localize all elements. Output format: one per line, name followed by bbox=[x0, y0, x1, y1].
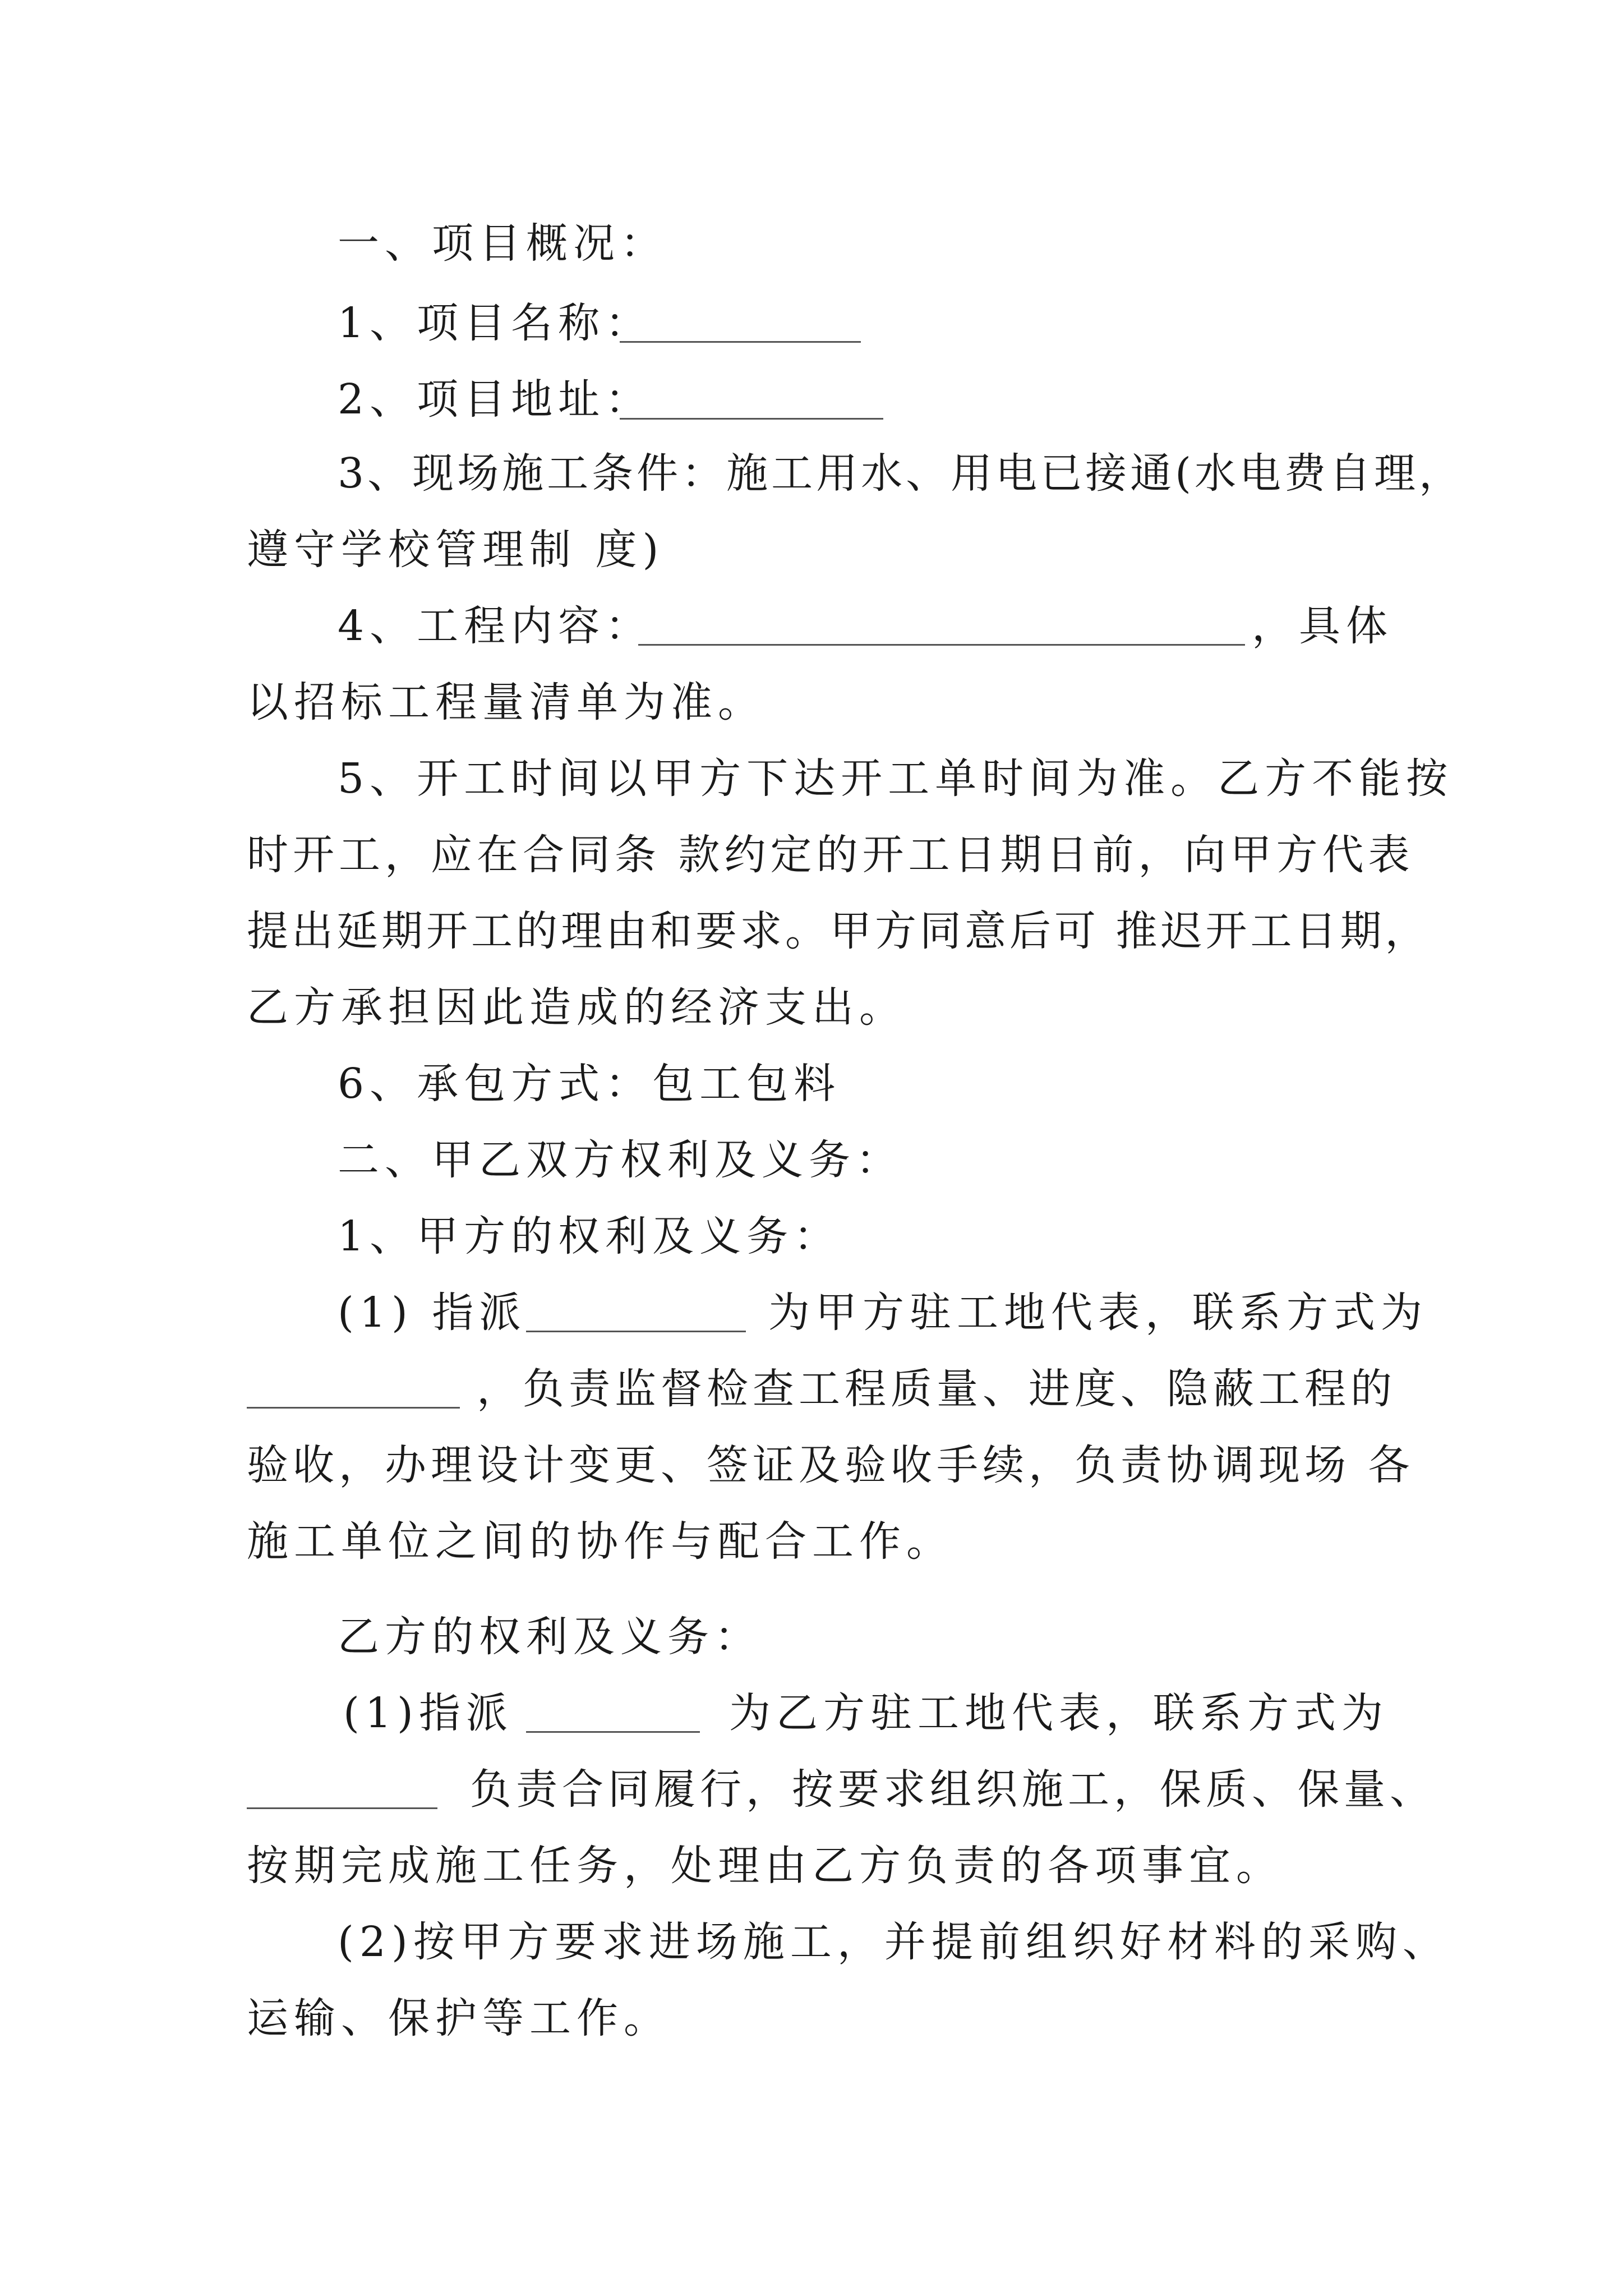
start-time-line-2: 时开工，应在合同条 款约定的开工日期日前，向甲方代表 bbox=[247, 831, 1414, 879]
party-b-item-1-prefix: (1)指派 bbox=[343, 1689, 513, 1737]
party-a-contact-blank bbox=[247, 1407, 460, 1409]
party-a-item-1-line-3: 验收，办理设计变更、签证及验收手续，负责协调现场 各 bbox=[247, 1441, 1414, 1489]
party-a-representative-blank bbox=[526, 1331, 746, 1332]
party-a-item-1-suffix: 为甲方驻工地代表，联系方式为 bbox=[768, 1289, 1428, 1337]
project-name-blank bbox=[620, 341, 861, 343]
party-b-item-1-line-3: 按期完成施工任务，处理由乙方负责的各项事宜。 bbox=[247, 1842, 1283, 1890]
project-address-label: 2、项目地址： bbox=[338, 375, 653, 424]
start-time-line-3: 提出延期开工的理由和要求。甲方同意后可 推迟开工日期， bbox=[247, 907, 1430, 955]
party-b-contact-blank bbox=[247, 1807, 437, 1809]
party-a-item-1-prefix: (1) 指派 bbox=[338, 1289, 527, 1337]
work-content-label: 4、工程内容： bbox=[338, 602, 653, 650]
party-a-item-1-line-2: ，负责监督检查工程质量、进度、隐蔽工程的 bbox=[477, 1365, 1396, 1413]
contract-mode: 6、承包方式：包工包料 bbox=[338, 1060, 841, 1108]
party-a-item-1-line-4: 施工单位之间的协作与配合工作。 bbox=[247, 1517, 953, 1566]
section-heading-overview: 一、项目概况： bbox=[338, 219, 667, 268]
party-b-representative-blank bbox=[526, 1731, 700, 1733]
project-address-blank bbox=[620, 418, 883, 420]
work-content-tail: ，具体 bbox=[1252, 602, 1393, 650]
work-content-blank bbox=[638, 644, 1245, 646]
party-b-item-1-suffix: 为乙方驻工地代表，联系方式为 bbox=[729, 1689, 1389, 1737]
start-time-line-4: 乙方承担因此造成的经济支出。 bbox=[247, 983, 906, 1032]
section-heading-rights: 二、甲乙双方权利及义务： bbox=[338, 1136, 903, 1184]
project-name-label: 1、项目名称： bbox=[338, 299, 653, 347]
party-b-item-2-line-2: 运输、保护等工作。 bbox=[247, 1994, 671, 2042]
party-b-item-1-line-2: 负责合同履行，按要求组织施工，保质、保量、 bbox=[470, 1765, 1436, 1814]
start-time-line-1: 5、开工时间以甲方下达开工单时间为准。乙方不能按 bbox=[338, 754, 1454, 803]
site-conditions-line-1: 3、现场施工条件：施工用水、用电已接通(水电费自理， bbox=[338, 449, 1464, 498]
party-b-heading: 乙方的权利及义务： bbox=[338, 1613, 762, 1661]
work-content-line-2: 以招标工程量清单为准。 bbox=[247, 678, 765, 726]
party-a-heading: 1、甲方的权利及义务： bbox=[338, 1212, 841, 1260]
site-conditions-line-2: 遵守学校管理制 度) bbox=[247, 526, 665, 574]
party-b-item-2-line-1: (2)按甲方要求进场施工，并提前组织好材料的采购、 bbox=[338, 1918, 1450, 1966]
